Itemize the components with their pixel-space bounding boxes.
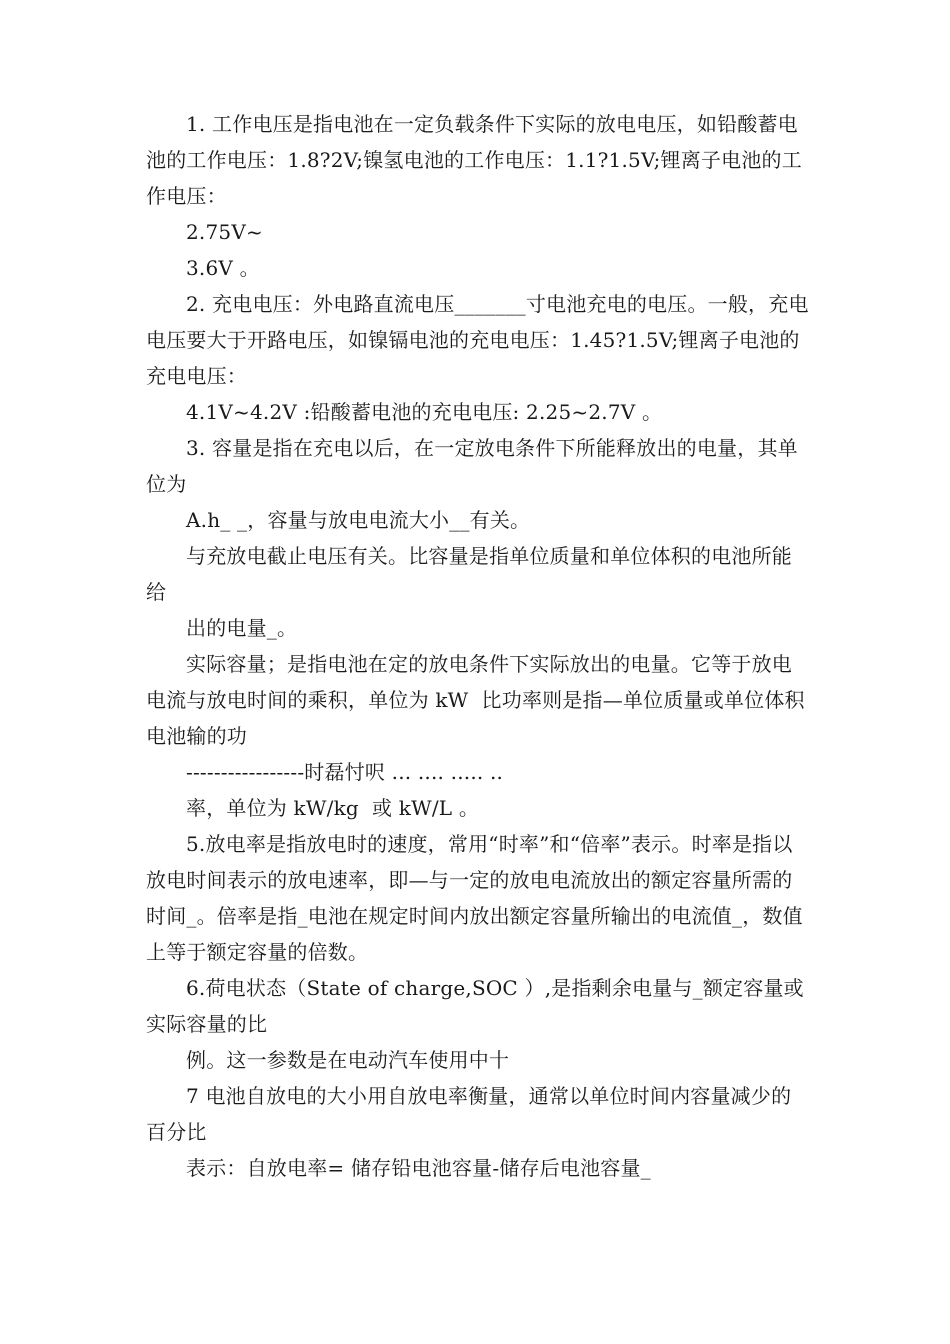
paragraph-state-of-charge: 6.荷电状态（State of charge,SOC ）,是指剩余电量与_额定容量或实际容量的比 — [146, 976, 804, 1036]
paragraph-voltage-range-high: 3.6V 。 — [186, 256, 260, 280]
paragraph-capacity: 3. 容量是指在充电以后，在一定放电条件下所能释放出的电量，其单位为 — [146, 436, 798, 496]
paragraph-self-discharge: 7 电池自放电的大小用自放电率衡量，通常以单位时间内容量减少的百分比 — [146, 1084, 792, 1144]
paragraph-working-voltage: 1. 工作电压是指电池在一定负载条件下实际的放电电压，如铅酸蓄电池的工作电压：1.8?2V;镍氢电池的工作电压：1.1?1.5V;锂离子电池的工作电压： — [146, 112, 802, 208]
paragraph-charging-voltage: 2. 充电电压：外电路直流电压_______寸电池充电的电压。一般，充电电压要大于开路电压，如镍镉电池的充电电压：1.45?1.5V;锂离子电池的充电电压： — [146, 292, 809, 388]
paragraph-actual-capacity: 实际容量；是指电池在定的放电条件下实际放出的电量。它等于放电电流与放电时间的乘积，单位为 kW 比功率则是指—单位质量或单位体积电池输的功 — [146, 652, 805, 748]
paragraph-charging-voltage-values: 4.1V~4.2V :铅酸蓄电池的充电电压: 2.25~2.7V 。 — [186, 400, 663, 424]
paragraph-voltage-range-low: 2.75V~ — [186, 220, 263, 244]
paragraph-power-unit: 率，单位为 kW/kg 或 kW/L 。 — [186, 796, 480, 820]
paragraph-dashed-line: -----------------时磊忖呎 ... .... ..... .. — [186, 760, 504, 784]
paragraph-soc-cont: 例。这一参数是在电动汽车使用中十 — [186, 1048, 510, 1072]
paragraph-specific-capacity: 与充放电截止电压有关。比容量是指单位质量和单位体积的电池所能给 — [146, 544, 792, 604]
paragraph-capacity-unit: A.h_ _，容量与放电电流大小__有关。 — [186, 508, 531, 532]
document-body — [146, 106, 810, 1186]
paragraph-self-discharge-formula: 表示：自放电率= 储存铅电池容量-储存后电池容量_ — [186, 1156, 651, 1180]
paragraph-specific-capacity-cont: 出的电量_。 — [186, 616, 298, 640]
paragraph-discharge-rate: 5.放电率是指放电时的速度，常用“时率”和“倍率”表示。时率是指以放电时间表示的放电速率，即—与一定的放电电流放出的额定容量所需的时间_。倍率是指_电池在规定时间内放出额定容量所输出的电流值_，数值上等于额定容量的倍数。 — [146, 832, 803, 964]
